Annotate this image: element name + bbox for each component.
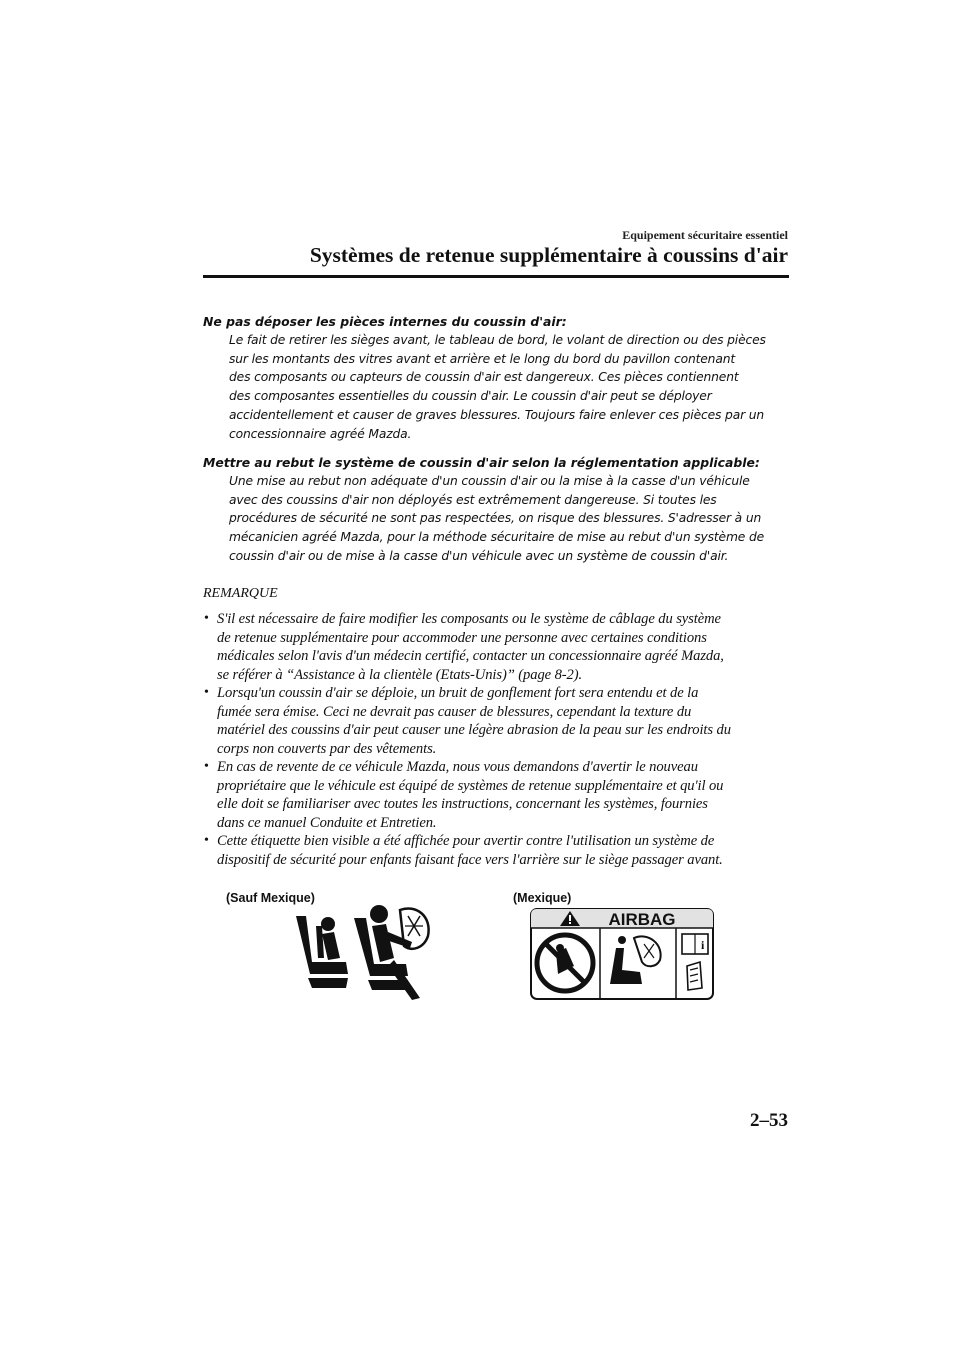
warning-title: Ne pas déposer les pièces internes du coussin d'air:	[203, 314, 567, 329]
figure-caption-left: (Sauf Mexique)	[226, 891, 315, 905]
note-line: corps non couverts par des vêtements.	[217, 740, 437, 757]
page-title: Systèmes de retenue supplémentaire à coussins d'air	[309, 243, 788, 267]
list-item	[203, 832, 789, 869]
note-line: matériel des coussins d'air peut causer une légère abrasion de la peau sur les endroits du	[217, 722, 731, 738]
note-line: se référer à “Assistance à la clientèle (Etats-Unis)” (page 8-2).	[217, 666, 583, 683]
warning-line: avec des coussins d'air non déployés est extrêmement dangereuse. Si toutes les	[229, 492, 717, 507]
note-line: médicales selon l'avis d'un médecin certifié, contacter un concessionnaire agréé Mazda,	[217, 648, 724, 664]
note-line: fumée sera émise. Ceci ne devrait pas causer de blessures, cependant la texture du	[217, 703, 692, 720]
list-item	[203, 610, 789, 684]
bullet: •	[204, 759, 209, 774]
note-line: dispositif de sécurité pour enfants faisant face vers l'arrière sur le siège passager avant.	[217, 851, 723, 868]
warning-line: coussin d'air ou de mise à la casse d'un véhicule avec un système de coussin d'air.	[229, 548, 729, 563]
page-number: 2–53	[750, 1110, 788, 1131]
figure-caption-right: (Mexique)	[513, 891, 572, 905]
warning-line: concessionnaire agréé Mazda.	[229, 426, 412, 441]
svg-text:i: i	[701, 938, 705, 952]
note-label: REMARQUE	[203, 586, 278, 601]
bullet: •	[204, 685, 209, 700]
warning-line: procédures de sécurité ne sont pas respectées, on risque des blessures. S'adresser à un	[229, 511, 762, 526]
warning-body	[229, 331, 789, 443]
section-label: Equipement sécuritaire essentiel	[622, 228, 788, 242]
warning-line: des composants ou capteurs de coussin d'air est dangereux. Ces pièces contiennent	[229, 370, 739, 385]
bullet: •	[204, 833, 209, 848]
note-line: de retenue supplémentaire pour accommoder une personne avec certaines conditions	[217, 629, 707, 646]
note-line: propriétaire que le véhicule est équipé de systèmes de retenue supplémentaire et qu'il ou	[217, 777, 724, 794]
bullet: •	[204, 611, 209, 626]
note-list	[203, 610, 789, 869]
note-line: dans ce manuel Conduite et Entretien.	[217, 814, 437, 831]
child-seat-airbag-pictogram	[288, 902, 438, 1002]
warning-body	[229, 472, 789, 566]
header-divider	[203, 275, 789, 278]
warning-title: Mettre au rebut le système de coussin d'air selon la réglementation applicable:	[203, 455, 760, 470]
warning-line: Une mise au rebut non adéquate d'un coussin d'air ou la mise à la casse d'un véhicule	[229, 474, 750, 488]
note-line: elle doit se familiariser avec toutes les instructions, concernant les systèmes, fournies	[217, 796, 708, 812]
warning-line: Le fait de retirer les sièges avant, le tableau de bord, le volant de direction ou des pièces	[229, 333, 766, 347]
list-item	[203, 758, 789, 832]
warning-line: sur les montants des vitres avant et arrière et le long du bord du pavillon contenant	[229, 351, 736, 366]
note-line: S'il est nécessaire de faire modifier les composants ou le système de câblage du système	[217, 611, 721, 627]
airbag-label-text: AIRBAG	[608, 910, 676, 929]
list-item	[203, 684, 789, 758]
warning-line: accidentellement et causer de graves blessures. Toujours faire enlever ces pièces par un	[229, 407, 765, 422]
airbag-warning-label	[530, 908, 714, 1000]
note-line: En cas de revente de ce véhicule Mazda, nous vous demandons d'avertir le nouveau	[217, 759, 698, 775]
warning-line: mécanicien agréé Mazda, pour la méthode sécuritaire de mise au rebut d'un système de	[229, 530, 765, 545]
note-line: Cette étiquette bien visible a été affichée pour avertir contre l'utilisation un système de	[217, 833, 715, 849]
note-line: Lorsqu'un coussin d'air se déploie, un bruit de gonflement fort sera entendu et de la	[217, 685, 699, 701]
warning-line: des composantes essentielles du coussin d'air. Le coussin d'air peut se déployer	[229, 389, 712, 404]
